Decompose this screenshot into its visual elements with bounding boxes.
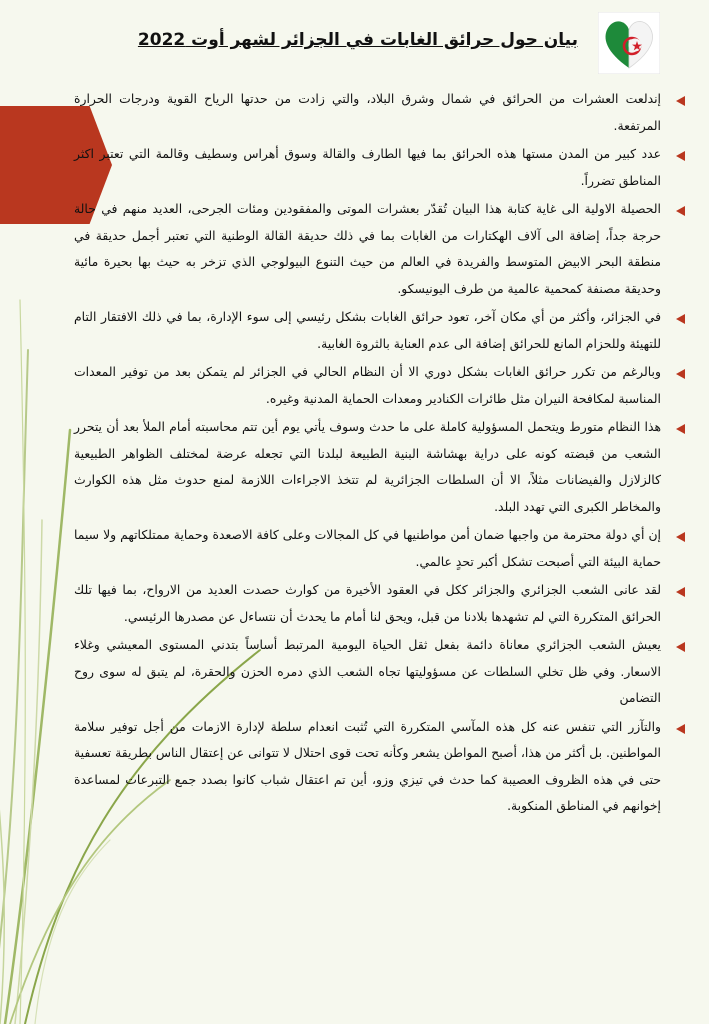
document-body	[74, 86, 687, 822]
paragraph-text: عدد كبير من المدن مستها هذه الحرائق بما فيها الطارف والقالة وسوق أهراس وسطيف وقالمة التي تعتبر اكثر المناطق تضرراً.	[74, 146, 661, 188]
bullet-arrow-icon	[676, 96, 685, 106]
bullet-arrow-icon	[676, 369, 685, 379]
bullet-arrow-icon	[676, 724, 685, 734]
bullet-arrow-icon	[676, 206, 685, 216]
bullet-arrow-icon	[676, 587, 685, 597]
paragraph	[74, 196, 687, 302]
bullet-arrow-icon	[676, 424, 685, 434]
bullet-arrow-icon	[676, 532, 685, 542]
paragraph	[74, 522, 687, 575]
header	[120, 8, 660, 68]
paragraph-text: لقد عانى الشعب الجزائري والجزائر ككل في العقود الأخيرة من كوارث حصدت العديد من الارواح، بما فيها تلك الحرائق المتكررة التي لم تشهدها بلادنا من قبل، ويحق لنا أمام ما يحدث أن نتساءل عن مصدرها الرئيسي.	[74, 582, 661, 624]
bullet-arrow-icon	[676, 314, 685, 324]
paragraph	[74, 632, 687, 712]
paragraph-text: والتآزر التي تنفس عنه كل هذه المآسي المتكررة التي تُثبت انعدام سلطة لإدارة الازمات من أجل توفير سلامة المواطنين. بل أكثر من هذا، أصبح المواطن يشعر وكأنه تحت قوى احتلال لا تتوانى عن إعتقال الناس بطريقة تعسفية حتى في هذه الظروف العصيبة كما حدث في تيزي وزو، أين تم اعتقال شباب كانوا بصدد جمع التبرعات لمساعدة إخوانهم في المناطق المنكوبة.	[74, 718, 661, 813]
paragraph	[74, 414, 687, 520]
paragraph-text: إن أي دولة محترمة من واجبها ضمان أمن مواطنيها في كل المجالات وعلى كافة الاصعدة وحماية ممتلكاتهم ولا سيما حماية البيئة التي أصبحت تشكل أكبر تحدٍ عالمي.	[74, 527, 661, 569]
paragraph	[74, 714, 687, 820]
paragraph-text: الحصيلة الاولية الى غاية كتابة هذا البيان تُقدّر بعشرات الموتى والمفقودين ومئات الجرحى، العديد منهم في حالة حرجة جداً، إضافة الى آلاف الهكتارات من الغابات بما في ذلك حديقة القالة الوطنية التي تعتبر أجمل حديقة في منطقة البحر الابيض المتوسط والفريدة في العالم من حيث التنوع البيولوجي الذي تزخر به حيث بها بحيرة مائية وحديقة مصنفة كمحمية عالمية من طرف اليونيسكو.	[74, 201, 661, 296]
paragraph	[74, 304, 687, 357]
paragraph	[74, 577, 687, 630]
page-title: بيان حول حرائق الغابات في الجزائر لشهر أوت 2022	[137, 30, 578, 50]
paragraph-text: يعيش الشعب الجزائري معاناة دائمة بفعل ثقل الحياة اليومية المرتبط أساساً بتدني المستوى المعيشي وغلاء الاسعار. وفي ظل تخلي السلطات عن مسؤوليتها تجاه الشعب الذي دمره الحزن والحقرة، لم يتبق له سوى روح التضامن	[74, 637, 661, 705]
bullet-arrow-icon	[676, 642, 685, 652]
heart-flag-emblem-icon	[598, 12, 660, 74]
bullet-arrow-icon	[676, 151, 685, 161]
paragraph	[74, 86, 687, 139]
paragraph	[74, 359, 687, 412]
paragraph-text: هذا النظام متورط ويتحمل المسؤولية كاملة على ما حدث وسوف يأتي يوم أين تتم محاسبته أمام الملأ بعد أن يتحرر الشعب من قبضته كونه على دراية بهشاشة البنية الطبيعة لبلدنا التي تجعله عرضة لمختلف الظواهر الطبيعية كالزلازل والفيضانات مثلاً، الا أن السلطات الجزائرية لم تتخذ الاجراءات اللازمة لمنع حدوث مثل هذه الكوارث والمخاطر الكبرى التي تهدد البلد.	[74, 419, 661, 514]
paragraph-text: وبالرغم من تكرر حرائق الغابات بشكل دوري الا أن النظام الحالي في الجزائر لم يتمكن بعد من توفير المعدات المناسبة لمكافحة النيران مثل طائرات الكنادير ومعدات الحماية المدنية وغيره.	[74, 364, 661, 406]
paragraph-text: في الجزائر، وأكثر من أي مكان آخر، تعود حرائق الغابات بشكل رئيسي إلى سوء الإدارة، بما في ذلك الافتقار التام للتهيئة وللحزام المانع للحرائق إضافة الى عدم العناية بالثروة الغابية.	[74, 309, 661, 351]
paragraph	[74, 141, 687, 194]
paragraph-text: إندلعت العشرات من الحرائق في شمال وشرق البلاد، والتي زادت من حدتها الرياح القوية ودرجات الحرارة المرتفعة.	[74, 91, 661, 133]
